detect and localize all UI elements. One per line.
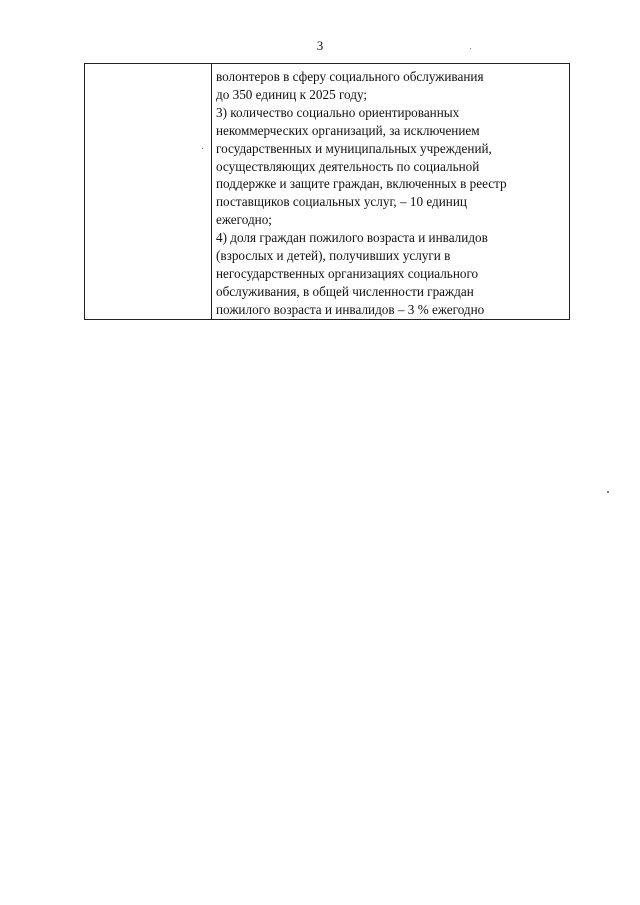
text-line: 3) количество социально ориентированных — [216, 104, 460, 120]
table-row — [85, 64, 570, 320]
indicator-table — [84, 63, 570, 320]
text-line: обслуживания, в общей численности граждан — [216, 283, 474, 299]
scan-speck — [607, 491, 609, 493]
text-line: поставщиков социальных услуг, – 10 единиц — [216, 194, 467, 210]
text-line: некоммерческих организаций, за исключением — [216, 122, 480, 138]
scan-speck — [470, 48, 471, 49]
text-line: поддержке и защите граждан, включенных в реестр — [216, 176, 507, 192]
page-number: 3 — [316, 38, 324, 53]
text-line: государственных и муниципальных учреждений, — [216, 140, 492, 156]
table-cell-left — [85, 64, 212, 320]
text-line: пожилого возраста и инвалидов – 3 % ежегодно — [216, 301, 485, 317]
text-line: негосударственных организациях социального — [216, 265, 479, 281]
table-cell-right — [212, 64, 570, 320]
text-line: 4) доля граждан пожилого возраста и инвалидов — [216, 230, 488, 246]
text-line: волонтеров в сферу социального обслуживания — [216, 69, 484, 84]
text-line: ежегодно; — [216, 212, 272, 228]
text-line: осуществляющих деятельность по социальной — [216, 158, 480, 174]
text-line: (взрослых и детей), получивших услуги в — [216, 248, 451, 264]
scan-speck — [202, 148, 203, 149]
text-line: до 350 единиц к 2025 году; — [216, 86, 368, 102]
